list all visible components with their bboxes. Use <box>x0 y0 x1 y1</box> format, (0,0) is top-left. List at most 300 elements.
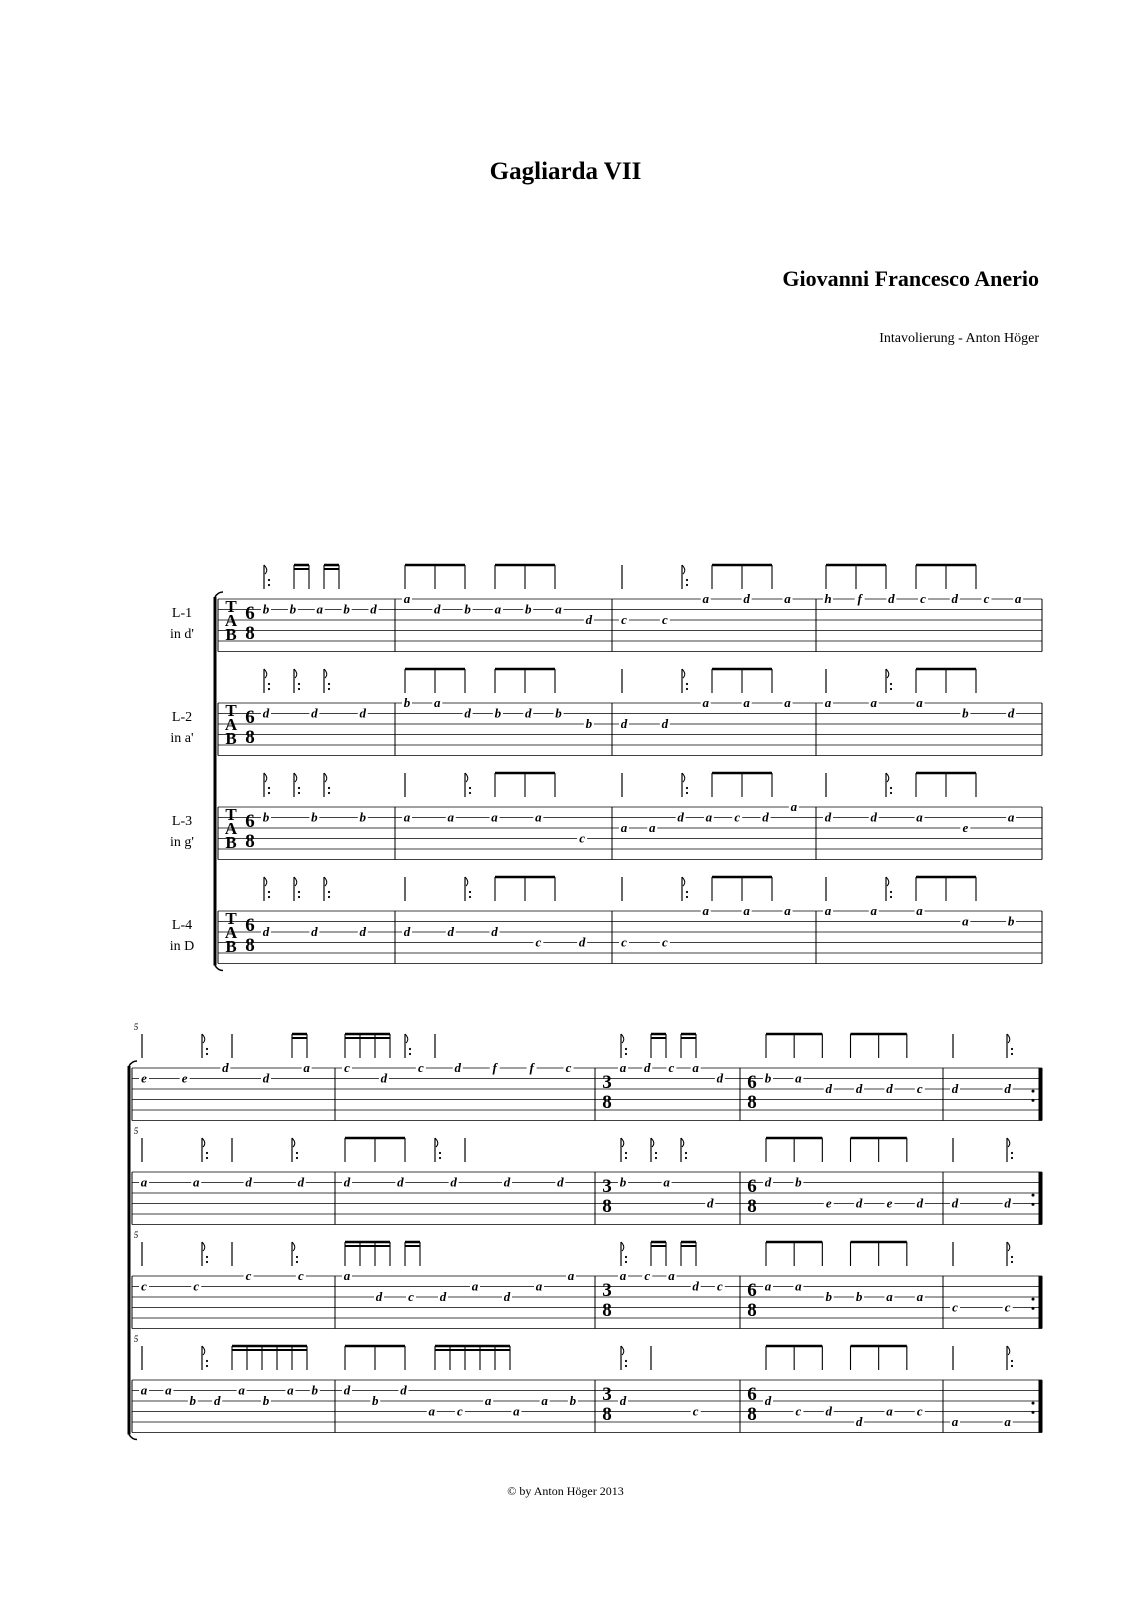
fret-letter: c <box>644 1268 651 1283</box>
bracket-hook-top <box>215 592 223 597</box>
fret-letter: a <box>620 820 628 835</box>
tab-clef-letter: T <box>225 805 237 824</box>
fret-letter: b <box>764 1070 772 1086</box>
rhythm-flag <box>1007 1242 1013 1266</box>
rhythm-flag <box>651 1034 666 1058</box>
fret-letter: a <box>962 913 969 929</box>
fret-letter: c <box>983 591 990 606</box>
rhythm-flag <box>294 669 300 693</box>
dot <box>890 896 892 898</box>
rhythm-flag <box>682 773 688 797</box>
fret-letter: d <box>439 1289 447 1304</box>
fret-letter: a <box>434 695 441 710</box>
dot <box>890 683 892 685</box>
fret-letter: a <box>663 1174 670 1190</box>
dot <box>469 896 471 898</box>
tab-clef-letter: T <box>225 909 237 928</box>
dot <box>1011 1256 1013 1258</box>
fret-letter: c <box>621 934 627 950</box>
dot <box>268 688 270 690</box>
tab-clef-letter: A <box>224 923 238 942</box>
fret-letter: b <box>962 705 969 721</box>
fret-letter: d <box>400 1382 407 1398</box>
dot <box>686 579 688 581</box>
rhythm-flag <box>766 1242 822 1266</box>
fret-letter: b <box>371 1393 379 1408</box>
fret-letter: d <box>762 809 769 825</box>
fret-letter: d <box>245 1174 252 1190</box>
fret-letter: a <box>316 601 324 617</box>
lute-staff <box>170 877 1042 964</box>
dot <box>1011 1053 1013 1055</box>
fret-letter: d <box>311 705 318 721</box>
dot <box>328 787 330 789</box>
rhythm-flag <box>681 1138 687 1162</box>
part-label: L-1 <box>171 606 193 621</box>
fret-letter: a <box>743 903 750 918</box>
rhythm-flag <box>345 1034 390 1058</box>
time-signature-denominator: 8 <box>245 830 255 852</box>
lute-staff <box>170 773 1042 860</box>
fret-letter: a <box>287 1382 294 1398</box>
fret-letter: d <box>677 809 684 825</box>
fret-letter: a <box>541 1393 548 1408</box>
fret-letter: c <box>245 1268 252 1283</box>
fret-letter: a <box>619 1268 627 1283</box>
rhythm-flag <box>435 1138 441 1162</box>
fret-letter: d <box>359 924 367 939</box>
dot <box>409 1053 411 1055</box>
time-signature-numerator: 3 <box>602 1072 612 1093</box>
fret-letter: a <box>886 1289 893 1304</box>
fret-letter: d <box>855 1081 863 1096</box>
fret-letter: c <box>565 1060 572 1075</box>
rhythm-flag <box>851 1138 907 1162</box>
dot <box>469 891 471 893</box>
fret-letter: d <box>491 924 498 939</box>
fret-letter: d <box>764 1393 772 1408</box>
fret-letter: c <box>193 1278 200 1294</box>
rhythm-flag <box>324 773 330 797</box>
dot <box>298 683 300 685</box>
time-signature-denominator: 8 <box>602 1195 612 1217</box>
fret-letter: a <box>555 601 562 617</box>
dot <box>296 1256 298 1258</box>
fret-letter: a <box>494 601 502 617</box>
rhythm-flag <box>621 1034 627 1058</box>
rhythm-flag <box>916 669 976 693</box>
fret-letter: d <box>434 601 441 617</box>
time-signature-numerator: 6 <box>747 1384 757 1405</box>
fret-letter: d <box>213 1393 221 1408</box>
rhythm-flag <box>495 877 555 901</box>
rhythm-flag <box>682 565 688 589</box>
measure-number: 5 <box>133 1334 139 1344</box>
fret-letter: c <box>661 934 668 950</box>
time-signature-denominator: 8 <box>245 622 255 644</box>
fret-letter: d <box>375 1289 383 1304</box>
dot <box>625 1048 627 1050</box>
rhythm-flag <box>766 1346 822 1370</box>
fret-letter: b <box>825 1289 832 1304</box>
rhythm-flag <box>651 1138 657 1162</box>
fret-letter: a <box>692 1060 699 1075</box>
repeat-dot <box>1032 1307 1035 1310</box>
fret-letter: a <box>702 695 710 710</box>
lute-staff <box>132 1230 1042 1329</box>
fret-letter: d <box>311 924 318 939</box>
dot <box>206 1152 208 1154</box>
dot <box>206 1048 208 1050</box>
rhythm-flag <box>826 565 886 589</box>
dot <box>328 896 330 898</box>
lute-staff <box>170 669 1042 756</box>
rhythm-flag <box>916 773 976 797</box>
dot <box>890 792 892 794</box>
dot <box>1011 1365 1013 1367</box>
fret-letter: b <box>1007 913 1015 929</box>
fret-letter: a <box>140 1382 148 1398</box>
tab-clef-letter: B <box>225 833 237 852</box>
dot <box>206 1053 208 1055</box>
dot <box>686 896 688 898</box>
dot <box>685 1152 687 1154</box>
rhythm-flag <box>621 1346 627 1370</box>
dot <box>686 683 688 685</box>
tab-system-2 <box>129 1022 1042 1440</box>
dot <box>268 787 270 789</box>
piece-title: Gagliarda VII <box>489 158 642 185</box>
tab-clef-letter: A <box>224 819 238 838</box>
fret-letter: a <box>567 1268 575 1283</box>
fret-letter: b <box>464 601 471 617</box>
fret-letter: a <box>790 799 798 814</box>
fret-letter: c <box>141 1278 147 1294</box>
time-signature-denominator: 8 <box>602 1299 612 1321</box>
fret-letter: d <box>825 1081 832 1096</box>
dot <box>625 1261 627 1263</box>
rhythm-flag <box>405 1034 411 1058</box>
fret-letter: b <box>359 809 367 825</box>
fret-letter: d <box>343 1174 351 1190</box>
dot <box>328 683 330 685</box>
dot <box>298 688 300 690</box>
fret-letter: d <box>870 809 878 825</box>
rhythm-flag <box>202 1346 208 1370</box>
fret-letter: d <box>951 1081 959 1096</box>
fret-letter: e <box>181 1070 188 1086</box>
fret-letter: d <box>370 601 377 617</box>
tab-clef-letter: B <box>225 625 237 644</box>
fret-letter: e <box>962 820 969 835</box>
fret-letter: c <box>916 1403 923 1419</box>
fret-letter: d <box>447 924 455 939</box>
measure-number: 5 <box>133 1230 139 1240</box>
fret-letter: a <box>916 903 923 918</box>
fret-letter: a <box>403 809 411 825</box>
rhythm-flag <box>292 1138 298 1162</box>
fret-letter: b <box>262 809 270 825</box>
fret-letter: a <box>513 1403 520 1419</box>
fret-letter: a <box>764 1278 772 1294</box>
fret-letter: d <box>1004 1081 1011 1096</box>
rhythm-flag <box>294 565 309 589</box>
rhythm-flag <box>621 1242 627 1266</box>
rhythm-flag <box>681 1242 696 1266</box>
fret-letter: b <box>619 1174 627 1190</box>
fret-letter: d <box>262 1070 270 1086</box>
part-label: in d' <box>170 627 194 642</box>
fret-letter: d <box>743 591 750 606</box>
fret-letter: a <box>824 695 832 710</box>
fret-letter: d <box>951 1195 959 1211</box>
fret-letter: b <box>311 1382 319 1398</box>
dot <box>890 688 892 690</box>
dot <box>206 1157 208 1159</box>
fret-letter: h <box>824 591 832 606</box>
fret-letter: d <box>916 1195 924 1211</box>
dot <box>328 688 330 690</box>
fret-letter: a <box>870 695 878 710</box>
dot <box>298 896 300 898</box>
dot <box>890 787 892 789</box>
dot <box>439 1152 441 1154</box>
fret-letter: a <box>447 809 455 825</box>
fret-letter: f <box>529 1060 534 1075</box>
fret-letter: a <box>471 1278 479 1294</box>
rhythm-flag <box>712 877 772 901</box>
dot <box>469 792 471 794</box>
fret-letter: d <box>503 1289 511 1304</box>
fret-letter: d <box>619 1393 627 1408</box>
fret-letter: a <box>916 695 923 710</box>
rhythm-flag <box>916 565 976 589</box>
rhythm-flag <box>405 669 465 693</box>
time-signature-denominator: 8 <box>747 1195 757 1217</box>
rhythm-flag <box>345 1242 390 1266</box>
fret-letter: d <box>951 591 959 606</box>
repeat-dot <box>1032 1402 1035 1405</box>
fret-letter: c <box>795 1403 802 1419</box>
fret-letter: d <box>1004 1195 1011 1211</box>
rhythm-flag <box>621 1138 627 1162</box>
fret-letter: a <box>484 1393 492 1408</box>
rhythm-flag <box>345 1346 405 1370</box>
rhythm-flag <box>712 669 772 693</box>
fret-letter: d <box>824 809 832 825</box>
fret-letter: d <box>343 1382 351 1398</box>
dot <box>298 891 300 893</box>
rhythm-flag <box>851 1346 907 1370</box>
fret-letter: b <box>189 1393 197 1408</box>
fret-letter: c <box>417 1060 424 1075</box>
rhythm-flag <box>202 1138 208 1162</box>
fret-letter: c <box>297 1268 304 1283</box>
fret-letter: f <box>492 1060 497 1075</box>
rhythm-flag <box>1007 1138 1013 1162</box>
dot <box>685 1157 687 1159</box>
fret-letter: d <box>578 934 586 950</box>
rhythm-flag <box>202 1242 208 1266</box>
fret-letter: d <box>359 705 367 721</box>
time-signature-numerator: 3 <box>602 1176 612 1197</box>
fret-letter: a <box>784 695 791 710</box>
dot <box>206 1256 208 1258</box>
dot <box>268 584 270 586</box>
fret-letter: a <box>619 1060 627 1075</box>
fret-letter: c <box>1004 1299 1011 1315</box>
fret-letter: f <box>857 591 862 606</box>
fret-letter: a <box>535 809 542 825</box>
repeat-dot <box>1032 1099 1035 1102</box>
dot <box>625 1365 627 1367</box>
time-signature-denominator: 8 <box>245 934 255 956</box>
rhythm-flag <box>435 1346 510 1370</box>
lute-staff <box>170 565 1042 652</box>
dot <box>625 1360 627 1362</box>
fret-letter: b <box>795 1174 802 1190</box>
fret-letter: a <box>784 903 791 918</box>
dot <box>268 683 270 685</box>
fret-letter: d <box>403 924 411 939</box>
rhythm-flag <box>465 877 471 901</box>
fret-letter: a <box>870 903 878 918</box>
dot <box>655 1157 657 1159</box>
dot <box>686 792 688 794</box>
dot <box>298 792 300 794</box>
part-label: in a' <box>170 731 194 746</box>
rhythm-flag <box>324 669 330 693</box>
dot <box>1011 1048 1013 1050</box>
fret-letter: e <box>825 1195 832 1211</box>
lute-staff <box>132 1022 1042 1121</box>
dot <box>296 1152 298 1154</box>
dot <box>625 1256 627 1258</box>
time-signature-numerator: 6 <box>747 1072 757 1093</box>
fret-letter: b <box>262 601 270 617</box>
fret-letter: d <box>825 1403 832 1419</box>
fret-letter: d <box>380 1070 388 1086</box>
fret-letter: a <box>784 591 791 606</box>
dot <box>686 688 688 690</box>
repeat-dot <box>1032 1411 1035 1414</box>
dot <box>469 787 471 789</box>
rhythm-flag <box>465 773 471 797</box>
fret-letter: d <box>557 1174 564 1190</box>
dot <box>625 1053 627 1055</box>
fret-letter: d <box>692 1278 699 1294</box>
dot <box>268 579 270 581</box>
rhythm-flag <box>264 565 270 589</box>
time-signature-numerator: 6 <box>245 811 255 832</box>
part-label: L-2 <box>171 710 193 725</box>
repeat-dot <box>1032 1194 1035 1197</box>
fret-letter: c <box>692 1403 699 1419</box>
dot <box>686 584 688 586</box>
fret-letter: d <box>886 1081 893 1096</box>
dot <box>439 1157 441 1159</box>
fret-letter: b <box>569 1393 577 1408</box>
fret-letter: b <box>855 1289 863 1304</box>
rhythm-flag <box>1007 1346 1013 1370</box>
time-signature-numerator: 6 <box>245 603 255 624</box>
rhythm-flag <box>886 669 892 693</box>
rhythm-flag <box>264 773 270 797</box>
fret-letter: a <box>705 809 713 825</box>
rhythm-flag <box>651 1242 666 1266</box>
fret-letter: d <box>1007 705 1015 721</box>
tab-clef-letter: T <box>225 701 237 720</box>
fret-letter: d <box>716 1070 724 1086</box>
rhythm-flag <box>712 565 772 589</box>
fret-letter: d <box>464 705 471 721</box>
fret-letter: d <box>454 1060 462 1075</box>
fret-letter: c <box>621 612 627 627</box>
fret-letter: a <box>1014 591 1022 606</box>
fret-letter: d <box>222 1060 229 1075</box>
fret-letter: d <box>524 705 532 721</box>
fret-letter: a <box>702 591 710 606</box>
fret-letter: d <box>450 1174 457 1190</box>
fret-letter: d <box>855 1195 863 1211</box>
fret-letter: a <box>428 1403 435 1419</box>
rhythm-flag <box>495 669 555 693</box>
fret-letter: a <box>238 1382 245 1398</box>
time-signature-numerator: 6 <box>245 915 255 936</box>
dot <box>268 792 270 794</box>
time-signature-denominator: 8 <box>602 1091 612 1113</box>
fret-letter: d <box>706 1195 714 1211</box>
bracket-hook-bottom <box>215 966 223 971</box>
rhythm-flag <box>264 669 270 693</box>
fret-letter: c <box>952 1299 958 1315</box>
fret-letter: b <box>403 695 411 710</box>
measure-number: 5 <box>133 1126 139 1136</box>
fret-letter: a <box>535 1278 543 1294</box>
fret-letter: a <box>743 695 750 710</box>
rhythm-flag <box>495 565 555 589</box>
fret-letter: a <box>491 809 498 825</box>
fret-letter: a <box>668 1268 675 1283</box>
rhythm-flag <box>1007 1034 1013 1058</box>
fret-letter: a <box>702 903 710 918</box>
fret-letter: d <box>297 1174 305 1190</box>
fret-letter: c <box>344 1060 350 1075</box>
fret-letter: a <box>886 1403 893 1419</box>
fret-letter: c <box>408 1289 414 1304</box>
rhythm-flag <box>682 877 688 901</box>
fret-letter: b <box>494 705 502 721</box>
lute-staff <box>132 1334 1042 1433</box>
tab-clef-letter: B <box>225 937 237 956</box>
time-signature-denominator: 8 <box>245 726 255 748</box>
arranger-credit: Intavolierung - Anton Höger <box>879 331 1039 346</box>
dot <box>1011 1360 1013 1362</box>
time-signature-denominator: 8 <box>602 1403 612 1425</box>
tab-clef-letter: A <box>224 715 238 734</box>
fret-letter: a <box>916 1289 924 1304</box>
time-signature-denominator: 8 <box>747 1299 757 1321</box>
fret-letter: a <box>1004 1414 1011 1429</box>
dot <box>686 891 688 893</box>
rhythm-flag <box>292 1034 307 1058</box>
dot <box>296 1261 298 1263</box>
tab-clef-letter: B <box>225 729 237 748</box>
bracket-hook-bottom <box>129 1435 137 1440</box>
fret-letter: c <box>716 1278 723 1294</box>
fret-letter: d <box>888 591 895 606</box>
dot <box>206 1360 208 1362</box>
